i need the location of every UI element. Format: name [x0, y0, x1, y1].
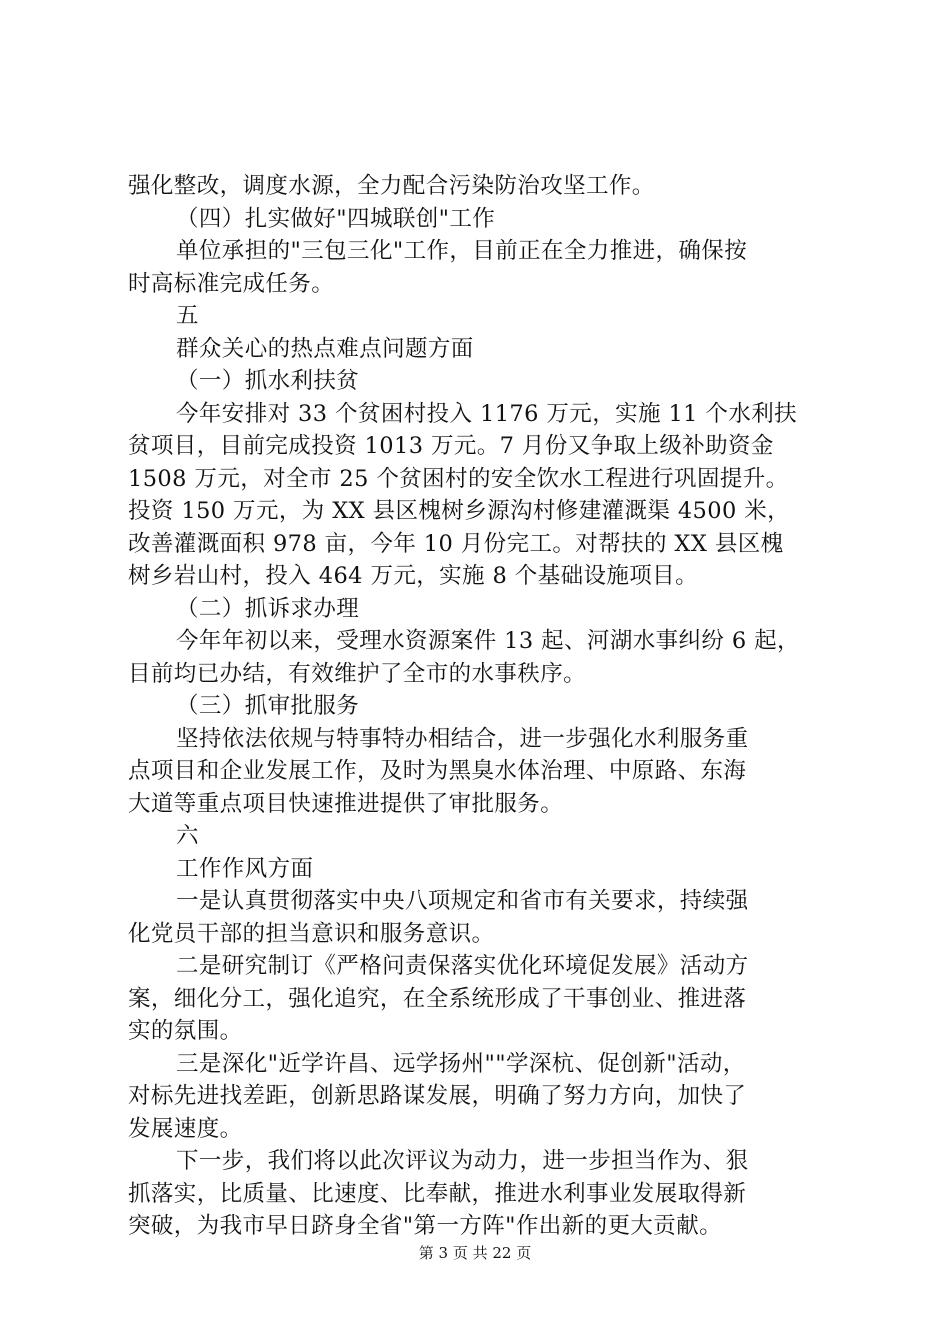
text-line: 改善灌溉面积 978 亩，今年 10 月份完工。对帮扶的 XX 县区槐	[128, 530, 784, 557]
text-line: 今年安排对 33 个贫困村投入 1176 万元，实施 11 个水利扶	[176, 400, 798, 427]
text-line: 下一步，我们将以此次评议为动力，进一步担当作为、狠	[176, 1148, 749, 1174]
text-line: 时高标准完成任务。	[128, 270, 335, 297]
text-line: 群众关心的热点难点问题方面	[176, 335, 474, 362]
text-line: 投资 150 万元，为 XX 县区槐树乡源沟村修建灌溉渠 4500 米，	[128, 498, 791, 524]
text-line: 对标先进找差距，创新思路谋发展，明确了努力方向，加快了	[128, 1083, 747, 1109]
text-line: 强化整改，调度水源，全力配合污染防治攻坚工作。	[128, 173, 655, 199]
text-line: 二是研究制订《严格问责保落实优化环境促发展》活动方	[176, 953, 749, 979]
text-line: 实的氛围。	[128, 1018, 243, 1044]
text-line: 抓落实，比质量、比速度、比奉献，推进水利事业发展取得新	[128, 1180, 747, 1207]
text-line: 发展速度。	[128, 1115, 243, 1142]
text-line: 坚持依法依规与特事特办相结合，进一步强化水利服务重	[176, 725, 749, 752]
text-line: 化党员干部的担当意识和服务意识。	[128, 920, 495, 947]
text-line: 贫项目，目前完成投资 1013 万元。7 月份又争取上级补助资金	[128, 433, 774, 459]
text-line: 五	[176, 303, 199, 329]
text-line: 1508 万元，对全市 25 个贫困村的安全饮水工程进行巩固提升。	[128, 465, 789, 492]
text-line: 六	[176, 823, 199, 849]
text-line: 树乡岩山村，投入 464 万元，实施 8 个基础设施项目。	[128, 563, 698, 589]
text-line: 案，细化分工，强化追究，在全系统形成了干事创业、推进落	[128, 985, 747, 1012]
text-line: 大道等重点项目快速推进提供了审批服务。	[128, 790, 564, 817]
text-line: （四）扎实做好"四城联创"工作	[176, 205, 496, 232]
text-line: 今年年初以来，受理水资源案件 13 起、河湖水事纠纷 6 起，	[176, 628, 800, 654]
document-body	[128, 170, 833, 1243]
text-line: （二）抓诉求办理	[176, 595, 360, 622]
text-line: 目前均已办结，有效维护了全市的水事秩序。	[128, 660, 587, 687]
text-line: 三是深化"近学许昌、远学扬州""学深杭、促创新"活动，	[176, 1050, 746, 1077]
text-line: 一是认真贯彻落实中央八项规定和省市有关要求，持续强	[176, 888, 749, 914]
text-line: （一）抓水利扶贫	[176, 368, 360, 394]
text-line: 突破，为我市早日跻身全省"第一方阵"作出新的更大贡献。	[128, 1213, 722, 1239]
text-line: 工作作风方面	[176, 855, 314, 882]
text-line: （三）抓审批服务	[176, 693, 360, 719]
text-line: 单位承担的"三包三化"工作，目前正在全力推进，确保按	[176, 238, 748, 264]
text-line: 点项目和企业发展工作，及时为黑臭水体治理、中原路、东海	[128, 758, 747, 784]
page-footer: 第 3 页 共 22 页	[418, 1244, 532, 1262]
